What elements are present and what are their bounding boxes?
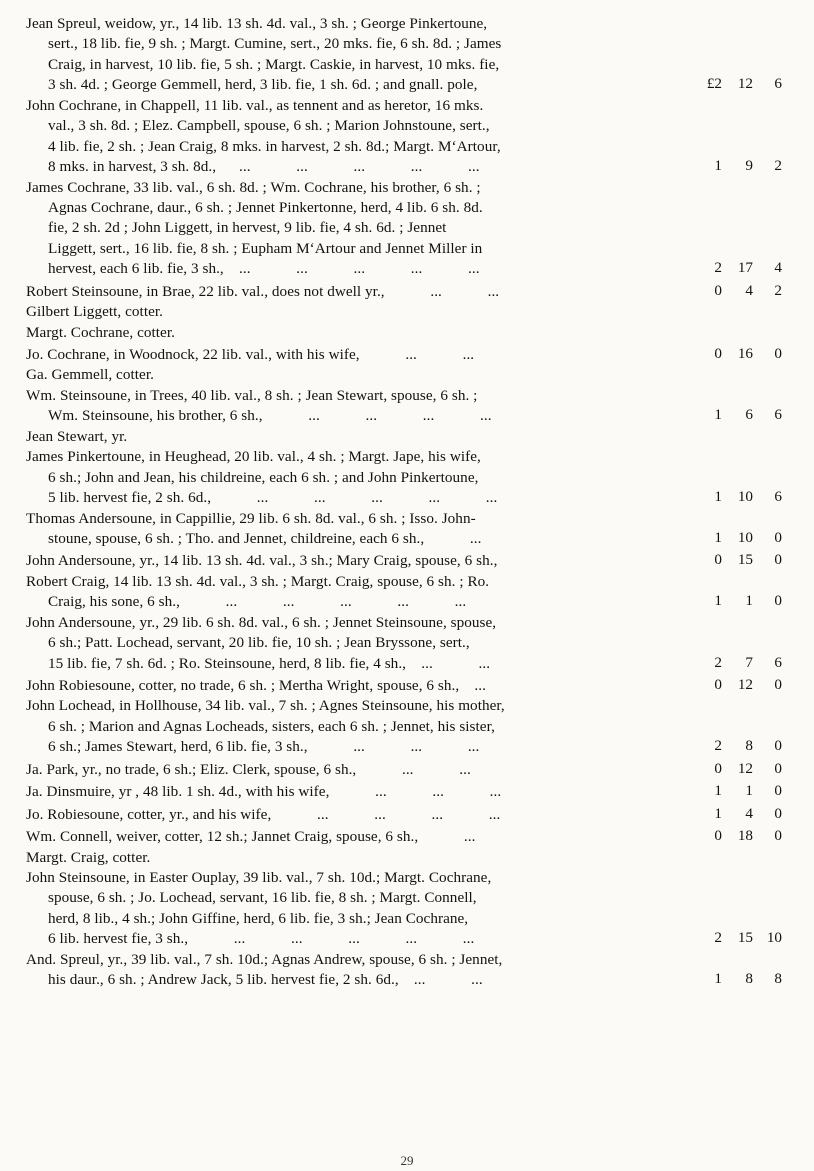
entry-line: herd, 8 lib., 4 sh.; John Giffine, herd, 6 lib. fie, 3 sh.; Jean Cochrane,	[48, 909, 469, 927]
amount-pounds: 1	[714, 406, 722, 424]
amount-shillings: 15	[737, 551, 753, 569]
entry-text	[26, 427, 688, 447]
entry-line: 4 lib. fie, 2 sh. ; Jean Craig, 8 mks. in harvest, 2 sh. 8d.; Margt. M‘Artour,	[48, 137, 501, 155]
entry-row	[26, 572, 788, 613]
entry-line: 15 lib. fie, 7 sh. 6d. ; Ro. Steinsoune, herd, 8 lib. fie, 4 sh., ... ...	[48, 654, 491, 672]
amount-shillings: 4	[745, 281, 753, 299]
amount-shillings: 12	[737, 676, 753, 693]
amount-shillings: 8	[745, 970, 753, 988]
entry-line: John Andersoune, yr., 14 lib. 13 sh. 4d. val., 3 sh.; Mary Craig, spouse, 6 sh.,	[26, 552, 498, 570]
entry-row	[26, 386, 788, 427]
entry-line: James Pinkertoune, in Heughead, 20 lib. val., 4 sh. ; Margt. Jape, his wife,	[26, 448, 481, 466]
amount-shillings	[723, 848, 754, 868]
entry-text	[26, 178, 688, 280]
amount-pounds	[688, 848, 723, 868]
entry-line: Robert Craig, 14 lib. 13 sh. 4d. val., 3 sh. ; Margt. Craig, spouse, 6 sh. ; Ro.	[26, 572, 490, 590]
amount-pounds: 1	[714, 782, 722, 800]
amount-pence: 0	[774, 737, 782, 755]
amount-pence: 2	[774, 281, 782, 299]
entry-text	[26, 780, 688, 802]
amount-pence: 10	[766, 929, 782, 947]
amount-shillings: 17	[737, 259, 753, 277]
entry-line: Wm. Steinsoune, his brother, 6 sh., ... ... ... ...	[48, 407, 492, 425]
amount-pounds: 1	[714, 804, 722, 822]
amount-pounds	[688, 427, 723, 447]
amount-shillings: 9	[745, 157, 753, 175]
entry-row	[26, 758, 788, 780]
entries-table	[26, 14, 788, 991]
entry-row	[26, 803, 788, 825]
entry-text	[26, 868, 688, 950]
amount-pence: 6	[774, 406, 782, 424]
amount-pounds: 2	[714, 737, 722, 755]
amount-shillings: 7	[745, 653, 753, 671]
entry-row	[26, 447, 788, 508]
entry-row	[26, 509, 788, 550]
amount-pence	[754, 427, 788, 447]
amount-pounds: 1	[714, 528, 722, 546]
amount-pounds: 0	[714, 281, 722, 299]
entry-text	[26, 696, 688, 757]
entry-text	[26, 343, 688, 365]
entry-line: Thomas Andersoune, in Cappillie, 29 lib. 6 sh. 8d. val., 6 sh. ; Isso. John-	[26, 509, 476, 527]
amount-shillings: 4	[745, 804, 753, 822]
entry-line: 6 sh.; James Stewart, herd, 6 lib. fie, 3 sh., ... ... ...	[48, 738, 480, 756]
amount-pence: 0	[774, 804, 782, 822]
entry-text	[26, 509, 688, 550]
entry-line: spouse, 6 sh. ; Jo. Lochead, servant, 16 lib. fie, 8 sh. ; Margt. Connell,	[48, 889, 477, 907]
amount-pounds: 0	[714, 759, 722, 777]
amount-pounds: 1	[714, 592, 722, 610]
amount-pounds: 0	[714, 676, 722, 693]
amount-pence	[754, 302, 788, 322]
entry-text	[26, 848, 688, 868]
entry-text	[26, 447, 688, 508]
entry-line: Jo. Robiesoune, cotter, yr., and his wife, ... ... ... ...	[26, 805, 501, 823]
entry-line: Jean Stewart, yr.	[26, 427, 128, 445]
amount-pounds: 1	[714, 157, 722, 175]
amount-pence	[754, 323, 788, 343]
entry-text	[26, 365, 688, 385]
entry-line: Robert Steinsoune, in Brae, 22 lib. val., does not dwell yr., ... ...	[26, 282, 500, 300]
entry-line: Gilbert Liggett, cotter.	[26, 303, 164, 321]
amount-pounds: 0	[714, 827, 722, 845]
entry-line: Jean Spreul, weidow, yr., 14 lib. 13 sh. 4d. val., 3 sh. ; George Pinkertoune,	[26, 15, 488, 32]
amount-shillings	[723, 365, 754, 385]
entry-line: Liggett, sert., 16 lib. fie, 8 sh. ; Eupham M‘Artour and Jennet Miller in	[48, 239, 483, 257]
amount-pence: 8	[774, 970, 782, 988]
amount-pence: 6	[774, 653, 782, 671]
entry-text	[26, 572, 688, 613]
entry-row	[26, 950, 788, 991]
amount-pounds: 0	[714, 345, 722, 362]
entry-row	[26, 302, 788, 322]
entry-line: Agnas Cochrane, daur., 6 sh. ; Jennet Pinkertonne, herd, 4 lib. 6 sh. 8d.	[48, 198, 483, 216]
entry-line: Craig, his sone, 6 sh., ... ... ... ... ...	[48, 593, 467, 611]
entry-line: 5 lib. hervest fie, 2 sh. 6d., ... ... ... ... ...	[48, 489, 498, 507]
amount-shillings: 12	[737, 759, 753, 777]
entry-line: Jo. Cochrane, in Woodnock, 22 lib. val., with his wife, ... ...	[26, 346, 475, 363]
entry-line: hervest, each 6 lib. fie, 3 sh., ... ... ... ... ...	[48, 260, 480, 278]
entry-line: his daur., 6 sh. ; Andrew Jack, 5 lib. hervest fie, 2 sh. 6d., ... ...	[48, 971, 483, 989]
entry-row	[26, 365, 788, 385]
entry-text	[26, 386, 688, 427]
entry-line: James Cochrane, 33 lib. val., 6 sh. 8d. ; Wm. Cochrane, his brother, 6 sh. ;	[26, 178, 481, 196]
entry-line: Wm. Connell, weiver, cotter, 12 sh.; Jannet Craig, spouse, 6 sh., ...	[26, 828, 476, 846]
amount-shillings: 1	[745, 592, 753, 610]
entry-text	[26, 549, 688, 571]
entry-line: Ja. Dinsmuire, yr , 48 lib. 1 sh. 4d., with his wife, ... ... ...	[26, 783, 502, 801]
amount-pence: 4	[774, 259, 782, 277]
entry-row	[26, 427, 788, 447]
entry-text	[26, 280, 688, 302]
entry-row	[26, 825, 788, 847]
entry-line: val., 3 sh. 8d. ; Elez. Campbell, spouse, 6 sh. ; Marion Johnstoune, sert.,	[48, 117, 490, 135]
entry-row	[26, 280, 788, 302]
entry-text	[26, 613, 688, 674]
amount-shillings: 12	[737, 75, 753, 93]
entry-row	[26, 613, 788, 674]
entry-line: Ja. Park, yr., no trade, 6 sh.; Eliz. Clerk, spouse, 6 sh., ... ...	[26, 760, 471, 778]
entry-text	[26, 302, 688, 322]
entry-line: Margt. Cochrane, cotter.	[26, 323, 175, 341]
amount-pounds	[688, 323, 723, 343]
entry-line: 3 sh. 4d. ; George Gemmell, herd, 3 lib. fie, 1 sh. 6d. ; and gnall. pole,	[48, 76, 478, 94]
entry-row	[26, 14, 788, 96]
entry-text	[26, 14, 688, 96]
entry-row	[26, 96, 788, 178]
entry-line: stoune, spouse, 6 sh. ; Tho. and Jennet, childreine, each 6 sh., ...	[48, 529, 482, 547]
amount-shillings	[723, 323, 754, 343]
entry-text	[26, 825, 688, 847]
amount-pounds: 2	[714, 259, 722, 277]
amount-pence: 0	[774, 528, 782, 546]
entry-row	[26, 868, 788, 950]
amount-pounds	[688, 302, 723, 322]
entry-text	[26, 674, 688, 696]
entry-line: sert., 18 lib. fie, 9 sh. ; Margt. Cumine, sert., 20 mks. fie, 6 sh. 8d. ; James	[48, 35, 502, 53]
amount-shillings: 1	[745, 782, 753, 800]
amount-pounds: £2	[706, 75, 722, 93]
entry-line: 6 sh.; John and Jean, his childreine, each 6 sh. ; and John Pinkertoune,	[48, 468, 479, 486]
amount-pounds: 2	[714, 653, 722, 671]
amount-shillings: 10	[737, 528, 753, 546]
entry-row	[26, 848, 788, 868]
entry-text	[26, 323, 688, 343]
amount-pence: 0	[774, 592, 782, 610]
amount-shillings: 10	[737, 488, 753, 506]
amount-shillings	[723, 302, 754, 322]
entry-row	[26, 696, 788, 757]
amount-pence	[754, 365, 788, 385]
entry-row	[26, 323, 788, 343]
entry-row	[26, 780, 788, 802]
amount-pence: 0	[774, 782, 782, 800]
amount-pounds: 0	[714, 551, 722, 569]
entry-line: John Robiesoune, cotter, no trade, 6 sh. ; Mertha Wright, spouse, 6 sh., ...	[26, 677, 486, 694]
entry-line: Ga. Gemmell, cotter.	[26, 366, 154, 384]
entry-text	[26, 758, 688, 780]
entry-row	[26, 549, 788, 571]
amount-pounds: 2	[714, 929, 722, 947]
amount-pence: 0	[774, 827, 782, 845]
entry-line: And. Spreul, yr., 39 lib. val., 7 sh. 10d.; Agnas Andrew, spouse, 6 sh. ; Jennet,	[26, 950, 503, 968]
entry-text	[26, 96, 688, 178]
entry-text	[26, 950, 688, 991]
entry-line: 6 sh.; Patt. Lochead, servant, 20 lib. fie, 10 sh. ; Jean Bryssone, sert.,	[48, 634, 470, 652]
amount-shillings	[723, 427, 754, 447]
entry-row	[26, 343, 788, 365]
entry-line: Wm. Steinsoune, in Trees, 40 lib. val., 8 sh. ; Jean Stewart, spouse, 6 sh. ;	[26, 386, 478, 404]
amount-pence: 0	[774, 551, 782, 569]
amount-pence: 6	[774, 75, 782, 93]
amount-shillings: 15	[737, 929, 753, 947]
entry-line: John Cochrane, in Chappell, 11 lib. val., as tennent and as heretor, 16 mks.	[26, 96, 484, 114]
entry-line: Margt. Craig, cotter.	[26, 848, 151, 866]
amount-pounds	[688, 365, 723, 385]
amount-pounds: 1	[714, 970, 722, 988]
entry-line: John Lochead, in Hollhouse, 34 lib. val., 7 sh. ; Agnes Steinsoune, his mother,	[26, 697, 505, 715]
entry-line: John Andersoune, yr., 29 lib. 6 sh. 8d. val., 6 sh. ; Jennet Steinsoune, spouse,	[26, 613, 497, 631]
entry-line: Craig, in harvest, 10 lib. fie, 5 sh. ; Margt. Caskie, in harvest, 10 mks. fie,	[48, 55, 500, 73]
entry-line: John Steinsoune, in Easter Ouplay, 39 lib. val., 7 sh. 10d.; Margt. Cochrane,	[26, 868, 492, 886]
amount-shillings: 6	[745, 406, 753, 424]
amount-pence	[754, 848, 788, 868]
amount-pence: 6	[774, 488, 782, 506]
page-number: 29	[400, 1153, 414, 1168]
amount-pounds: 1	[714, 488, 722, 506]
amount-pence: 0	[774, 759, 782, 777]
entry-text	[26, 803, 688, 825]
entry-row	[26, 178, 788, 280]
entry-line: fie, 2 sh. 2d ; John Liggett, in hervest, 9 lib. fie, 4 sh. 6d. ; Jennet	[48, 219, 447, 237]
entry-line: 8 mks. in harvest, 3 sh. 8d., ... ... ... ... ...	[48, 158, 480, 176]
amount-shillings: 16	[737, 345, 753, 362]
entry-line: 6 sh. ; Marion and Agnas Locheads, sisters, each 6 sh. ; Jennet, his sister,	[48, 717, 495, 735]
amount-shillings: 18	[737, 827, 753, 845]
entry-line: 6 lib. hervest fie, 3 sh., ... ... ... ... ...	[48, 930, 475, 948]
amount-pence: 2	[774, 157, 782, 175]
amount-pence: 0	[774, 676, 782, 693]
amount-pence: 0	[774, 345, 782, 362]
entry-row	[26, 674, 788, 696]
amount-shillings: 8	[745, 737, 753, 755]
